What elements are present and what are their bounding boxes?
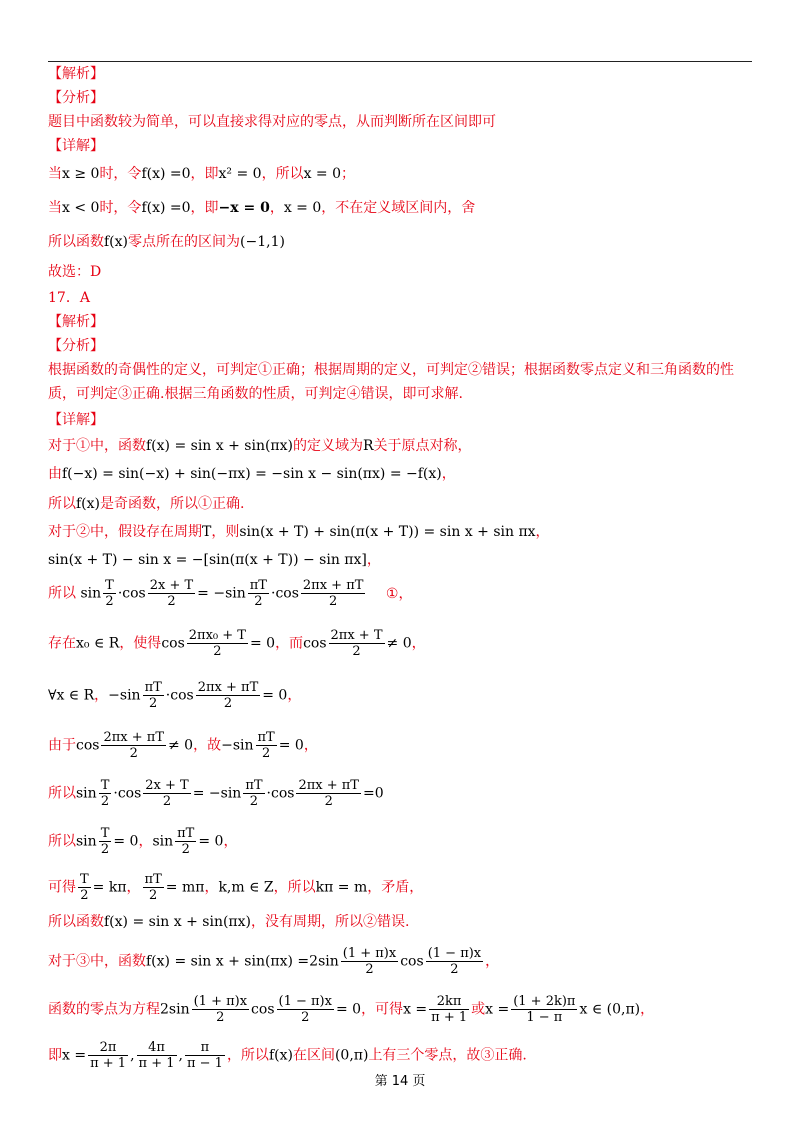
label-jiexi-2: 【解析】 xyxy=(48,314,104,330)
q17-row-12: 可得 $\frac{T}{2}$ = kπ， $\frac{\pi T}{2}$ = mπ，k,m ∈ Z，所以kπ = m，矛盾， xyxy=(48,872,424,903)
q17-row-11: 所以sin $\frac{T}{2}$ = 0，sin $\frac{\pi T}{2}$ = 0， xyxy=(48,826,238,857)
q17-row-15: 函数的零点为方程2sin $\frac{(1 + \pi)x}{2}$ cos $\frac{(1 - \pi)x}{2}$ = 0，可得x = $\frac{2k\pi}{\pi + 1}$ 或x = $\frac{(1 + 2k)\pi}{1 - \pi}$ x ∈ (0,π)， xyxy=(48,994,655,1025)
q17-row-13: 所以函数f(x) = sin x + sin(πx)，没有周期，所以②错误. xyxy=(48,914,410,930)
header-rule xyxy=(48,61,752,62)
q16-line-3: 所以函数f(x)零点所在的区间为(−1,1) xyxy=(48,234,285,250)
label-xiangjie: 【详解】 xyxy=(48,138,104,154)
label-fenxi: 【分析】 xyxy=(48,90,104,106)
label-fenxi-2: 【分析】 xyxy=(48,338,104,354)
q16-line-2: 当x < 0时，令f(x) =0，即−x = 0，x = 0，不在定义域区间内，舍 xyxy=(48,200,476,216)
q17-row-4: 对于②中，假设存在周期T，则sin(x + T) + sin(π(x + T)) = sin x + sin πx， xyxy=(48,524,550,540)
q16-analysis: 题目中函数较为简单，可以直接求得对应的零点，从而判断所在区间即可 xyxy=(48,114,496,130)
q17-row-1: 对于①中，函数f(x) = sin x + sin(πx)的定义域为R关于原点对称， xyxy=(48,438,472,454)
q17-analysis: 根据函数的奇偶性的定义，可判定①正确；根据周期的定义，可判定②错误；根据函数零点定义和三角函数的性质，可判定③正确.根据三角函数的性质，可判定④错误，即可求解. xyxy=(48,362,734,402)
q17-row-7: 存在x₀ ∈ R，使得cos $\frac{\text{2πx₀ + T}}{2}$ = 0，而cos $\frac{2\pi x + T}{2}$ ≠ 0， xyxy=(48,628,426,659)
q17-row-8: ∀x ∈ R，−sin $\frac{\pi T}{2}$ ·cos $\frac{2\pi x + \pi T}{2}$ = 0， xyxy=(48,680,302,711)
page-number: 第 14 页 xyxy=(374,1074,426,1089)
label-jiexi: 【解析】 xyxy=(48,66,104,82)
label-xiangjie-2: 【详解】 xyxy=(48,412,104,428)
q17-heading: 17．A xyxy=(48,290,90,306)
q17-row-5: sin(x + T) − sin x = −[sin(π(x + T)) − sin πx]， xyxy=(48,552,381,568)
q17-row-10: 所以sin $\frac{T}{2}$ ·cos $\frac{2x + T}{2}$ = −sin $\frac{\pi T}{2}$ ·cos $\frac{2\pi x + \pi T}{2}$ =0 xyxy=(48,778,384,809)
q17-row-3: 所以f(x)是奇函数，所以①正确. xyxy=(48,496,245,512)
q17-row-9: 由于cos $\frac{2\pi x + \pi T}{2}$ ≠ 0，故−sin $\frac{\pi T}{2}$ = 0， xyxy=(48,730,318,761)
q17-row-6: 所以 sin $\frac{T}{2}$ ·cos $\frac{2x + T}{2}$ = −sin $\frac{\pi T}{2}$ ·cos $\frac{2\pi x + \pi T}{2}$ ①， xyxy=(48,578,413,609)
q17-row-16: 即x = $\frac{2\pi}{\pi + 1}$ , $\frac{4\pi}{\pi + 1}$ , $\frac{\pi}{\pi - 1}$ ，所以f(x)在区间(0,π)上有三个零点，故③正确. xyxy=(48,1040,527,1071)
q16-answer: 故选：D xyxy=(48,264,102,280)
q17-row-14: 对于③中，函数f(x) = sin x + sin(πx) =2sin $\frac{(1 + \pi)x}{2}$ cos $\frac{(1 - \pi)x}{2}$ ， xyxy=(48,946,500,977)
q17-row-2: 由f(−x) = sin(−x) + sin(−πx) = −sin x − sin(πx) = −f(x)， xyxy=(48,466,456,482)
q16-line-1: 当x ≥ 0时，令f(x) =0，即x² = 0，所以x = 0； xyxy=(48,166,356,182)
